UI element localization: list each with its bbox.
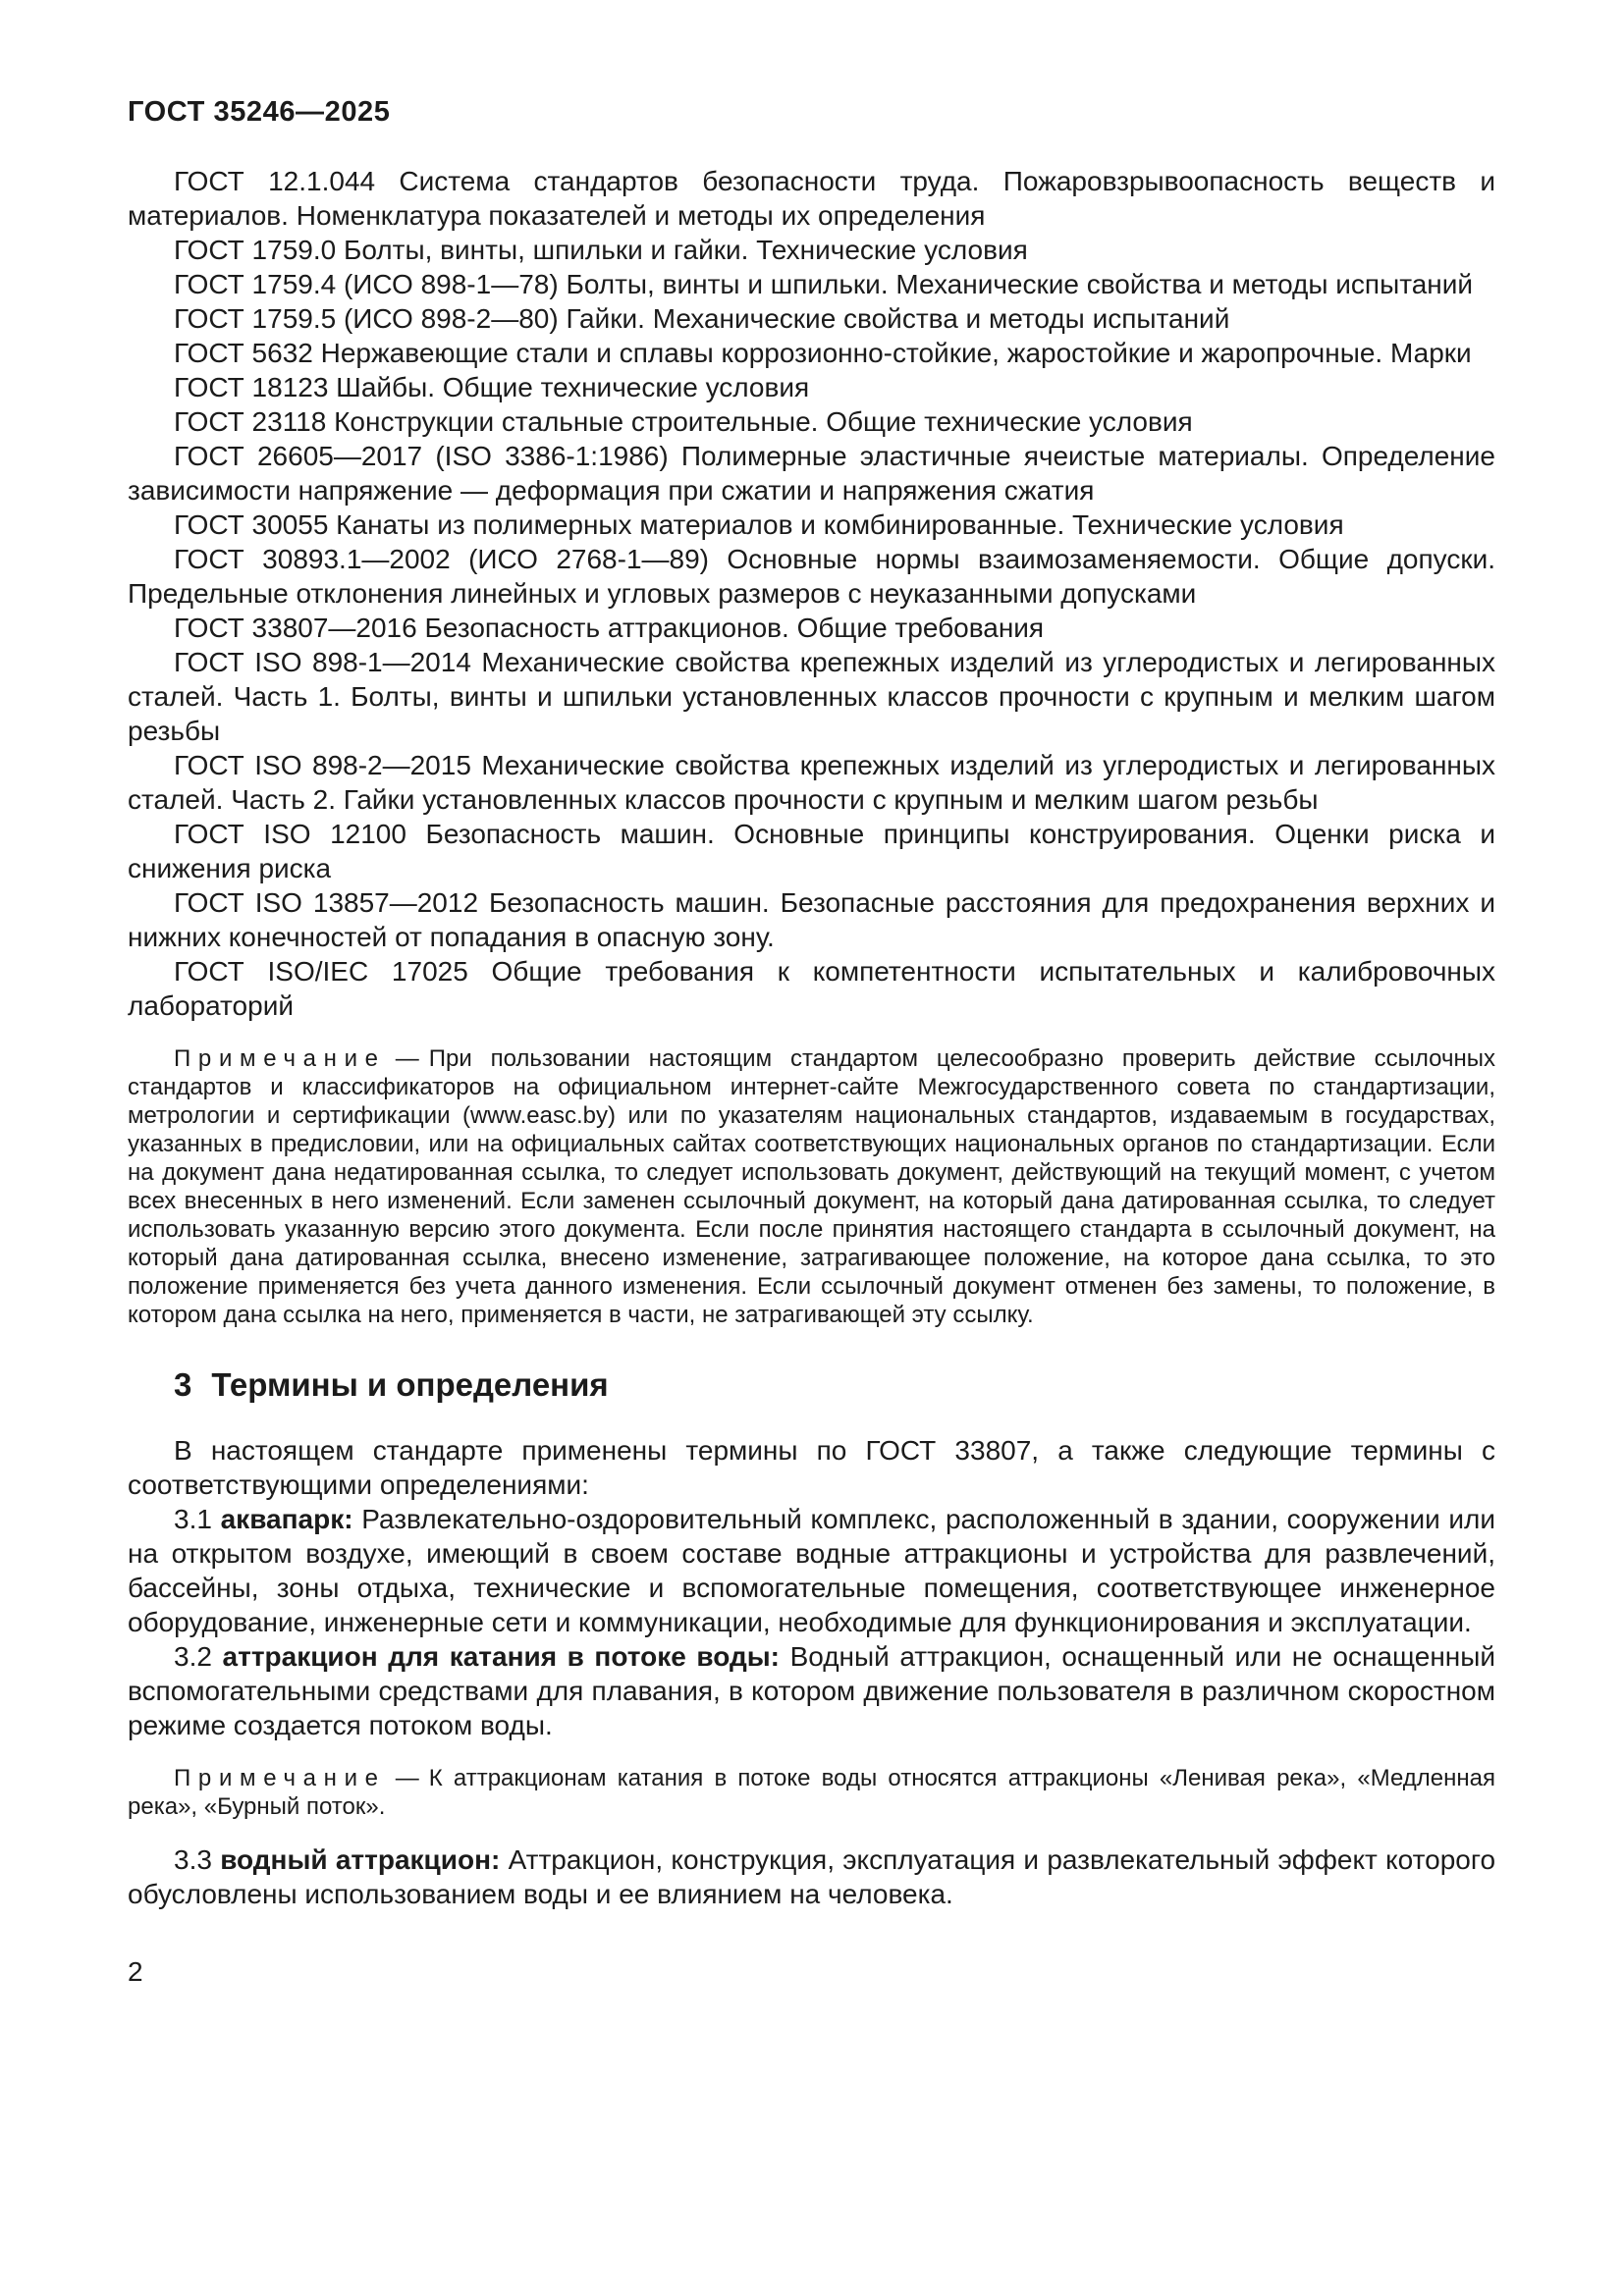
note-text: К аттракционам катания в потоке воды относятся аттракционы «Ленивая река», «Медленная река», «Бурный поток».	[128, 1765, 1495, 1820]
references-note	[128, 1044, 1495, 1329]
reference-item: ГОСТ ISO 898-2—2015 Механические свойства крепежных изделий из углеродистых и легированных сталей. Часть 2. Гайки установленных классов прочности с крупным и мелким шагом резьбы	[128, 750, 1495, 815]
section-3-heading	[174, 1366, 1495, 1404]
term-note	[128, 1764, 1495, 1821]
term-definition: Развлекательно-оздоровительный комплекс, расположенный в здании, сооружении или на открытом воздухе, имеющий в своем составе водные аттракционы и устройства для развлечений, бассейны, зоны отдыха, технические и вспомогательные помещения, соответствующее инженерное оборудование, инженерные сети и коммуникации, необходимые для функционирования и эксплуатации.	[128, 1504, 1496, 1637]
section-intro: В настоящем стандарте применены термины по ГОСТ 33807, а также следующие термины с соответствующими определениями:	[128, 1435, 1495, 1500]
terms-section	[128, 1366, 1495, 1911]
term-name: аттракцион для катания в потоке воды:	[222, 1641, 780, 1672]
reference-item: ГОСТ 23118 Конструкции стальные строительные. Общие технические условия	[174, 406, 1193, 437]
note-label: Примечание	[174, 1045, 386, 1072]
reference-item: ГОСТ 33807—2016 Безопасность аттракционов. Общие требования	[174, 613, 1045, 643]
term-name: аквапарк:	[220, 1504, 353, 1534]
reference-item: ГОСТ 1759.5 (ИСО 898-2—80) Гайки. Механические свойства и методы испытаний	[174, 303, 1230, 334]
term-item	[128, 1842, 1495, 1911]
note-separator: —	[395, 1045, 419, 1072]
reference-item: ГОСТ ISO 13857—2012 Безопасность машин. Безопасные расстояния для предохранения верхних и нижних конечностей от попадания в опасную зону.	[128, 887, 1495, 952]
term-number: 3.3	[174, 1844, 212, 1875]
note-label: Примечание	[174, 1765, 386, 1791]
page-number: 2	[128, 1956, 143, 1987]
note-separator: —	[395, 1765, 419, 1791]
section-title: Термины и определения	[211, 1366, 609, 1403]
running-header	[128, 96, 1495, 129]
doc-number: ГОСТ 35246—2025	[128, 96, 391, 128]
reference-item: ГОСТ 30893.1—2002 (ИСО 2768-1—89) Основные нормы взаимозаменяемости. Общие допуски. Предельные отклонения линейных и угловых размеров с неуказанными допусками	[128, 544, 1495, 609]
reference-item: ГОСТ 30055 Канаты из полимерных материалов и комбинированные. Технические условия	[174, 509, 1344, 540]
term-definition: Аттракцион, конструкция, эксплуатация и развлекательный эффект которого обусловлены использованием воды и ее влиянием на человека.	[128, 1844, 1496, 1909]
reference-item: ГОСТ 1759.4 (ИСО 898-1—78) Болты, винты и шпильки. Механические свойства и методы испытаний	[174, 269, 1474, 299]
term-definition: Водный аттракцион, оснащенный или не оснащенный вспомогательными средствами для плавания, в котором движение пользователя в различном скоростном режиме создается потоком воды.	[128, 1641, 1496, 1740]
reference-item: ГОСТ 5632 Нержавеющие стали и сплавы коррозионно-стойкие, жаростойкие и жаропрочные. Марки	[174, 338, 1472, 368]
references-section	[128, 164, 1495, 1329]
note-text: При пользовании настоящим стандартом целесообразно проверить действие ссылочных стандартов и классификаторов на официальном интернет-сайте Межгосударственного совета по стандартизации, метрологии и сертификации (www.easc.by) или по указателям национальных стандартов, издаваемым в государствах, указанных в предисловии, или на официальных сайтах соответствующих национальных органов по стандартизации. Если на документ дана недатированная ссылка, то следует использовать документ, действующий на текущий момент, с учетом всех внесенных в него изменений. Если заменен ссылочный документ, на который дана датированная ссылка, то следует использовать указанную версию этого документа. Если после принятия настоящего стандарта в ссылочный документ, на который дана датированная ссылка, внесено изменение, затрагивающее положение, на которое дана ссылка, то это положение применяется без учета данного изменения. Если ссылочный документ отменен без замены, то положение, в котором дана ссылка на него, применяется в части, не затрагивающей эту ссылку.	[128, 1045, 1495, 1328]
reference-item: ГОСТ ISO 12100 Безопасность машин. Основные принципы конструирования. Оценки риска и снижения риска	[128, 819, 1495, 883]
term-number: 3.1	[174, 1504, 212, 1534]
term-item	[128, 1639, 1495, 1742]
reference-item: ГОСТ 26605—2017 (ISO 3386-1:1986) Полимерные эластичные ячеистые материалы. Определение зависимости напряжение — деформация при сжатии и напряжения сжатия	[128, 441, 1495, 506]
reference-item: ГОСТ 12.1.044 Система стандартов безопасности труда. Пожаровзрывоопасность веществ и материалов. Номенклатура показателей и методы их определения	[128, 166, 1495, 231]
section-number: 3	[174, 1366, 192, 1403]
reference-item: ГОСТ ISO 898-1—2014 Механические свойства крепежных изделий из углеродистых и легированных сталей. Часть 1. Болты, винты и шпильки установленных классов прочности с крупным и мелким шагом резьбы	[128, 647, 1495, 746]
reference-item: ГОСТ 1759.0 Болты, винты, шпильки и гайки. Технические условия	[174, 235, 1028, 265]
term-name: водный аттракцион:	[220, 1844, 501, 1875]
term-number: 3.2	[174, 1641, 212, 1672]
reference-item: ГОСТ 18123 Шайбы. Общие технические условия	[174, 372, 810, 402]
reference-item: ГОСТ ISO/IEC 17025 Общие требования к компетентности испытательных и калибровочных лабораторий	[128, 956, 1495, 1021]
term-item	[128, 1502, 1495, 1639]
